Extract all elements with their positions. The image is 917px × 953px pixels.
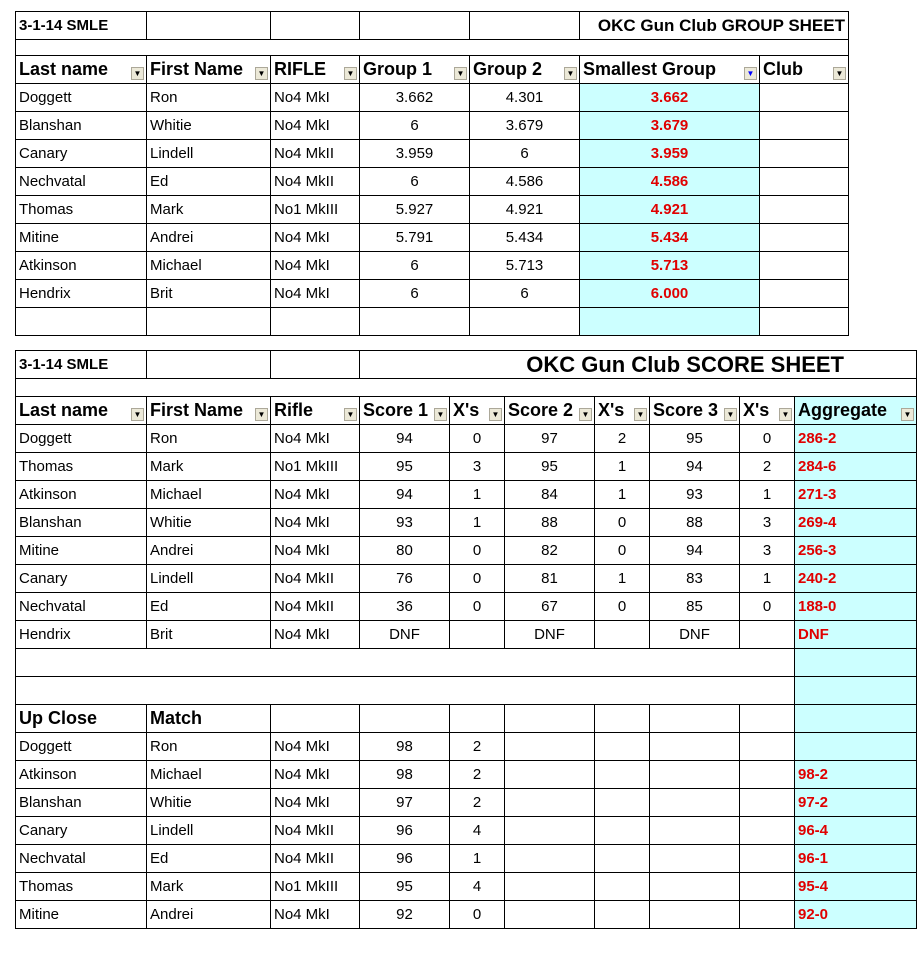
table-cell: 4 bbox=[450, 817, 505, 845]
table-cell: 97 bbox=[360, 789, 450, 817]
group-sheet-table bbox=[15, 11, 849, 336]
table-row bbox=[16, 537, 917, 565]
table-row bbox=[16, 140, 849, 168]
table-cell: 4.921 bbox=[470, 196, 580, 224]
table-row bbox=[16, 425, 917, 453]
column-header-label: Rifle bbox=[274, 400, 314, 420]
table-cell: 4.586 bbox=[470, 168, 580, 196]
column-header-label: First Name bbox=[150, 59, 244, 79]
column-header[interactable] bbox=[360, 397, 450, 425]
table-cell: Whitie bbox=[147, 509, 271, 537]
table-cell: 95 bbox=[360, 453, 450, 481]
table-cell: Canary bbox=[16, 565, 147, 593]
column-header-label: Group 1 bbox=[363, 59, 433, 79]
table-cell: 95 bbox=[360, 873, 450, 901]
table-cell bbox=[650, 817, 740, 845]
table-cell: 4.301 bbox=[470, 84, 580, 112]
filter-dropdown-icon[interactable]: ▼ bbox=[901, 408, 914, 421]
column-header[interactable] bbox=[650, 397, 740, 425]
table-cell: 94 bbox=[360, 481, 450, 509]
filter-dropdown-icon[interactable]: ▼ bbox=[564, 67, 577, 80]
table-cell: 2 bbox=[740, 453, 795, 481]
table-cell bbox=[450, 621, 505, 649]
date-label: 3-1-14 SMLE bbox=[16, 12, 147, 40]
table-cell: Brit bbox=[147, 280, 271, 308]
date-label: 3-1-14 SMLE bbox=[16, 351, 147, 379]
table-cell: Lindell bbox=[147, 817, 271, 845]
table-cell: Nechvatal bbox=[16, 168, 147, 196]
table-row bbox=[16, 509, 917, 537]
table-cell bbox=[760, 168, 849, 196]
table-cell: 2 bbox=[595, 425, 650, 453]
score-sheet-table bbox=[15, 350, 917, 929]
table-cell: 0 bbox=[450, 537, 505, 565]
table-row bbox=[16, 453, 917, 481]
table-cell: Doggett bbox=[16, 425, 147, 453]
table-row bbox=[16, 481, 917, 509]
table-cell bbox=[650, 901, 740, 929]
table-cell bbox=[595, 901, 650, 929]
table-cell bbox=[760, 280, 849, 308]
table-cell: 93 bbox=[650, 481, 740, 509]
filter-dropdown-icon[interactable]: ▼ bbox=[131, 408, 144, 421]
column-header-label: Last name bbox=[19, 59, 109, 79]
table-cell: 85 bbox=[650, 593, 740, 621]
filter-dropdown-icon[interactable]: ▼ bbox=[344, 408, 357, 421]
filter-dropdown-icon[interactable]: ▼ bbox=[434, 408, 447, 421]
table-cell bbox=[740, 733, 795, 761]
table-cell: Andrei bbox=[147, 224, 271, 252]
table-cell: No4 MkI bbox=[271, 509, 360, 537]
table-cell: Canary bbox=[16, 817, 147, 845]
table-cell: 0 bbox=[450, 425, 505, 453]
table-cell: 240-2 bbox=[795, 565, 917, 593]
table-cell: Thomas bbox=[16, 453, 147, 481]
score-sheet-title: OKC Gun Club SCORE SHEET bbox=[360, 351, 917, 379]
table-cell: 84 bbox=[505, 481, 595, 509]
table-cell: 5.713 bbox=[580, 252, 760, 280]
table-cell bbox=[760, 84, 849, 112]
table-cell: 94 bbox=[650, 537, 740, 565]
table-cell bbox=[740, 621, 795, 649]
table-cell bbox=[650, 873, 740, 901]
table-cell: No4 MkI bbox=[271, 481, 360, 509]
table-cell: 1 bbox=[450, 845, 505, 873]
column-header[interactable] bbox=[271, 56, 360, 84]
table-cell: DNF bbox=[650, 621, 740, 649]
table-cell bbox=[505, 845, 595, 873]
table-cell: 97-2 bbox=[795, 789, 917, 817]
column-header-label: X's bbox=[743, 400, 770, 420]
table-cell: Whitie bbox=[147, 789, 271, 817]
table-cell: Michael bbox=[147, 761, 271, 789]
filter-dropdown-icon[interactable]: ▼ bbox=[724, 408, 737, 421]
table-row bbox=[16, 845, 917, 873]
table-cell: No4 MkI bbox=[271, 425, 360, 453]
table-cell: 76 bbox=[360, 565, 450, 593]
table-cell: 188-0 bbox=[795, 593, 917, 621]
table-cell: 0 bbox=[450, 565, 505, 593]
table-cell bbox=[760, 112, 849, 140]
table-cell: 80 bbox=[360, 537, 450, 565]
table-cell: No1 MkIII bbox=[271, 196, 360, 224]
table-cell: 0 bbox=[740, 593, 795, 621]
table-row bbox=[16, 901, 917, 929]
table-cell: 1 bbox=[595, 453, 650, 481]
table-cell: 5.434 bbox=[580, 224, 760, 252]
table-cell: Blanshan bbox=[16, 112, 147, 140]
table-cell bbox=[650, 733, 740, 761]
table-cell bbox=[595, 845, 650, 873]
table-row bbox=[16, 196, 849, 224]
table-row bbox=[16, 224, 849, 252]
table-cell: No1 MkIII bbox=[271, 873, 360, 901]
table-cell: Whitie bbox=[147, 112, 271, 140]
table-cell: 4 bbox=[450, 873, 505, 901]
table-cell: 5.434 bbox=[470, 224, 580, 252]
column-header[interactable] bbox=[147, 56, 271, 84]
table-cell: 5.927 bbox=[360, 196, 470, 224]
table-cell: 286-2 bbox=[795, 425, 917, 453]
table-cell: No4 MkI bbox=[271, 621, 360, 649]
table-cell: Atkinson bbox=[16, 252, 147, 280]
table-cell: 82 bbox=[505, 537, 595, 565]
table-cell: 3 bbox=[740, 509, 795, 537]
table-cell bbox=[740, 901, 795, 929]
table-cell: Lindell bbox=[147, 140, 271, 168]
table-cell: Ron bbox=[147, 84, 271, 112]
table-cell: 96 bbox=[360, 817, 450, 845]
table-cell: 4.921 bbox=[580, 196, 760, 224]
table-cell: 81 bbox=[505, 565, 595, 593]
table-cell: 95 bbox=[505, 453, 595, 481]
table-cell: 0 bbox=[450, 901, 505, 929]
column-header[interactable] bbox=[470, 56, 580, 84]
table-cell: 6 bbox=[360, 280, 470, 308]
column-header[interactable] bbox=[740, 397, 795, 425]
table-cell: 92-0 bbox=[795, 901, 917, 929]
table-cell: 256-3 bbox=[795, 537, 917, 565]
table-cell: No4 MkI bbox=[271, 733, 360, 761]
table-cell: 2 bbox=[450, 733, 505, 761]
table-cell: No4 MkII bbox=[271, 817, 360, 845]
table-row bbox=[16, 565, 917, 593]
table-cell: 6 bbox=[360, 168, 470, 196]
table-cell: No4 MkI bbox=[271, 901, 360, 929]
column-header[interactable] bbox=[147, 397, 271, 425]
column-header[interactable] bbox=[580, 56, 760, 84]
column-header[interactable] bbox=[760, 56, 849, 84]
table-cell: Andrei bbox=[147, 901, 271, 929]
sort-active-icon[interactable]: ▼ bbox=[744, 67, 757, 80]
table-cell: 3.959 bbox=[580, 140, 760, 168]
table-cell: DNF bbox=[360, 621, 450, 649]
column-header-label: Aggregate bbox=[798, 400, 888, 420]
table-row bbox=[16, 873, 917, 901]
table-cell: 97 bbox=[505, 425, 595, 453]
column-header[interactable] bbox=[595, 397, 650, 425]
table-cell bbox=[760, 140, 849, 168]
table-cell: 0 bbox=[595, 537, 650, 565]
table-cell bbox=[595, 733, 650, 761]
table-cell: Ed bbox=[147, 593, 271, 621]
table-cell: 1 bbox=[740, 481, 795, 509]
column-header-label: Last name bbox=[19, 400, 109, 420]
table-cell: No4 MkI bbox=[271, 252, 360, 280]
table-cell: No4 MkI bbox=[271, 112, 360, 140]
table-cell: 96 bbox=[360, 845, 450, 873]
table-cell: 3 bbox=[450, 453, 505, 481]
table-cell: 96-4 bbox=[795, 817, 917, 845]
table-cell: Mitine bbox=[16, 224, 147, 252]
table-cell bbox=[505, 789, 595, 817]
filter-dropdown-icon[interactable]: ▼ bbox=[255, 408, 268, 421]
table-cell: 98-2 bbox=[795, 761, 917, 789]
table-cell: 92 bbox=[360, 901, 450, 929]
filter-dropdown-icon[interactable]: ▼ bbox=[634, 408, 647, 421]
table-cell bbox=[505, 901, 595, 929]
table-cell: No4 MkI bbox=[271, 789, 360, 817]
filter-dropdown-icon[interactable]: ▼ bbox=[131, 67, 144, 80]
column-header-label: X's bbox=[453, 400, 480, 420]
filter-dropdown-icon[interactable]: ▼ bbox=[489, 408, 502, 421]
table-cell bbox=[650, 789, 740, 817]
table-cell: 88 bbox=[650, 509, 740, 537]
table-cell: 36 bbox=[360, 593, 450, 621]
table-cell: Blanshan bbox=[16, 509, 147, 537]
table-cell: Atkinson bbox=[16, 761, 147, 789]
table-row bbox=[16, 168, 849, 196]
table-cell: Atkinson bbox=[16, 481, 147, 509]
table-cell: 96-1 bbox=[795, 845, 917, 873]
table-cell: No4 MkII bbox=[271, 845, 360, 873]
table-cell: 83 bbox=[650, 565, 740, 593]
column-header-label: Score 2 bbox=[508, 400, 574, 420]
table-cell: 95-4 bbox=[795, 873, 917, 901]
table-cell: 6 bbox=[470, 280, 580, 308]
table-cell: 88 bbox=[505, 509, 595, 537]
table-cell: 5.791 bbox=[360, 224, 470, 252]
table-cell bbox=[760, 252, 849, 280]
table-row bbox=[16, 252, 849, 280]
table-cell: Blanshan bbox=[16, 789, 147, 817]
table-cell: 4.586 bbox=[580, 168, 760, 196]
table-row bbox=[16, 84, 849, 112]
column-header-label: First Name bbox=[150, 400, 244, 420]
filter-dropdown-icon[interactable]: ▼ bbox=[579, 408, 592, 421]
column-header[interactable] bbox=[795, 397, 917, 425]
table-cell: Thomas bbox=[16, 196, 147, 224]
column-header[interactable] bbox=[16, 56, 147, 84]
column-header[interactable] bbox=[16, 397, 147, 425]
table-cell: No4 MkII bbox=[271, 140, 360, 168]
filter-dropdown-icon[interactable]: ▼ bbox=[454, 67, 467, 80]
table-row bbox=[16, 817, 917, 845]
table-row bbox=[16, 789, 917, 817]
table-cell: 6.000 bbox=[580, 280, 760, 308]
table-cell bbox=[595, 761, 650, 789]
table-cell: 6 bbox=[360, 112, 470, 140]
table-cell: Hendrix bbox=[16, 280, 147, 308]
table-cell: 1 bbox=[450, 481, 505, 509]
table-cell bbox=[505, 733, 595, 761]
filter-dropdown-icon[interactable]: ▼ bbox=[255, 67, 268, 80]
table-cell bbox=[740, 789, 795, 817]
table-cell bbox=[505, 817, 595, 845]
table-cell: 3.662 bbox=[580, 84, 760, 112]
column-header-label: Club bbox=[763, 59, 803, 79]
table-cell: Nechvatal bbox=[16, 593, 147, 621]
column-header-label: Score 3 bbox=[653, 400, 719, 420]
match-heading: Match bbox=[147, 705, 271, 733]
table-row bbox=[16, 733, 917, 761]
table-cell: 67 bbox=[505, 593, 595, 621]
table-cell: Canary bbox=[16, 140, 147, 168]
table-cell: 93 bbox=[360, 509, 450, 537]
table-cell bbox=[650, 845, 740, 873]
table-cell: 271-3 bbox=[795, 481, 917, 509]
table-cell: No4 MkI bbox=[271, 761, 360, 789]
column-header[interactable] bbox=[505, 397, 595, 425]
table-cell bbox=[595, 621, 650, 649]
table-row bbox=[16, 621, 917, 649]
table-cell: No4 MkI bbox=[271, 280, 360, 308]
table-cell bbox=[650, 761, 740, 789]
table-cell: 1 bbox=[595, 565, 650, 593]
table-cell: 3 bbox=[740, 537, 795, 565]
table-cell: 1 bbox=[740, 565, 795, 593]
table-cell: No4 MkI bbox=[271, 84, 360, 112]
table-cell: Doggett bbox=[16, 84, 147, 112]
table-cell bbox=[740, 873, 795, 901]
table-cell: 0 bbox=[595, 593, 650, 621]
table-cell: 2 bbox=[450, 789, 505, 817]
table-cell: No4 MkI bbox=[271, 537, 360, 565]
table-cell: Brit bbox=[147, 621, 271, 649]
column-header[interactable] bbox=[450, 397, 505, 425]
table-cell: No4 MkII bbox=[271, 565, 360, 593]
table-row bbox=[16, 280, 849, 308]
table-cell: Ed bbox=[147, 845, 271, 873]
table-cell: Hendrix bbox=[16, 621, 147, 649]
table-cell: 269-4 bbox=[795, 509, 917, 537]
table-cell bbox=[760, 196, 849, 224]
table-cell bbox=[595, 873, 650, 901]
table-cell bbox=[740, 845, 795, 873]
table-cell: Andrei bbox=[147, 537, 271, 565]
table-cell: 0 bbox=[740, 425, 795, 453]
table-cell: DNF bbox=[505, 621, 595, 649]
table-cell bbox=[740, 817, 795, 845]
table-row bbox=[16, 112, 849, 140]
table-cell: 94 bbox=[650, 453, 740, 481]
table-cell: No4 MkII bbox=[271, 593, 360, 621]
table-cell: 0 bbox=[595, 509, 650, 537]
table-cell: Mark bbox=[147, 873, 271, 901]
table-cell: 284-6 bbox=[795, 453, 917, 481]
table-cell: Ron bbox=[147, 425, 271, 453]
table-cell: DNF bbox=[795, 621, 917, 649]
filter-dropdown-icon[interactable]: ▼ bbox=[344, 67, 357, 80]
table-cell: Mark bbox=[147, 453, 271, 481]
table-cell: 98 bbox=[360, 761, 450, 789]
table-cell: 3.959 bbox=[360, 140, 470, 168]
table-cell bbox=[595, 789, 650, 817]
table-cell: 94 bbox=[360, 425, 450, 453]
table-cell: 95 bbox=[650, 425, 740, 453]
column-header-label: Smallest Group bbox=[583, 59, 717, 79]
table-row bbox=[16, 761, 917, 789]
column-header-label: Score 1 bbox=[363, 400, 429, 420]
table-cell: Mark bbox=[147, 196, 271, 224]
table-cell: Ron bbox=[147, 733, 271, 761]
column-header-label: RIFLE bbox=[274, 59, 326, 79]
group-sheet-title: OKC Gun Club GROUP SHEET bbox=[580, 12, 849, 40]
table-cell: No1 MkIII bbox=[271, 453, 360, 481]
table-cell bbox=[505, 873, 595, 901]
table-cell: Mitine bbox=[16, 901, 147, 929]
table-cell: 0 bbox=[450, 593, 505, 621]
column-header[interactable] bbox=[271, 397, 360, 425]
table-cell: 6 bbox=[470, 140, 580, 168]
filter-dropdown-icon[interactable]: ▼ bbox=[779, 408, 792, 421]
table-cell: 3.679 bbox=[580, 112, 760, 140]
column-header-label: X's bbox=[598, 400, 625, 420]
table-cell: Thomas bbox=[16, 873, 147, 901]
table-cell: 3.679 bbox=[470, 112, 580, 140]
table-cell: 1 bbox=[450, 509, 505, 537]
table-cell: Doggett bbox=[16, 733, 147, 761]
table-cell: No4 MkII bbox=[271, 168, 360, 196]
table-cell: 3.662 bbox=[360, 84, 470, 112]
table-cell: 2 bbox=[450, 761, 505, 789]
table-cell: 98 bbox=[360, 733, 450, 761]
filter-dropdown-icon[interactable]: ▼ bbox=[833, 67, 846, 80]
table-row bbox=[16, 593, 917, 621]
table-cell: Lindell bbox=[147, 565, 271, 593]
table-cell: Ed bbox=[147, 168, 271, 196]
table-cell: Nechvatal bbox=[16, 845, 147, 873]
table-cell bbox=[760, 224, 849, 252]
table-cell: Michael bbox=[147, 481, 271, 509]
table-cell: 1 bbox=[595, 481, 650, 509]
up-close-heading: Up Close bbox=[16, 705, 147, 733]
table-cell: Michael bbox=[147, 252, 271, 280]
table-cell bbox=[505, 761, 595, 789]
table-cell bbox=[740, 761, 795, 789]
table-cell: Mitine bbox=[16, 537, 147, 565]
table-cell bbox=[795, 733, 917, 761]
column-header[interactable] bbox=[360, 56, 470, 84]
table-cell: 5.713 bbox=[470, 252, 580, 280]
table-cell: No4 MkI bbox=[271, 224, 360, 252]
column-header-label: Group 2 bbox=[473, 59, 543, 79]
table-cell bbox=[595, 817, 650, 845]
table-cell: 6 bbox=[360, 252, 470, 280]
